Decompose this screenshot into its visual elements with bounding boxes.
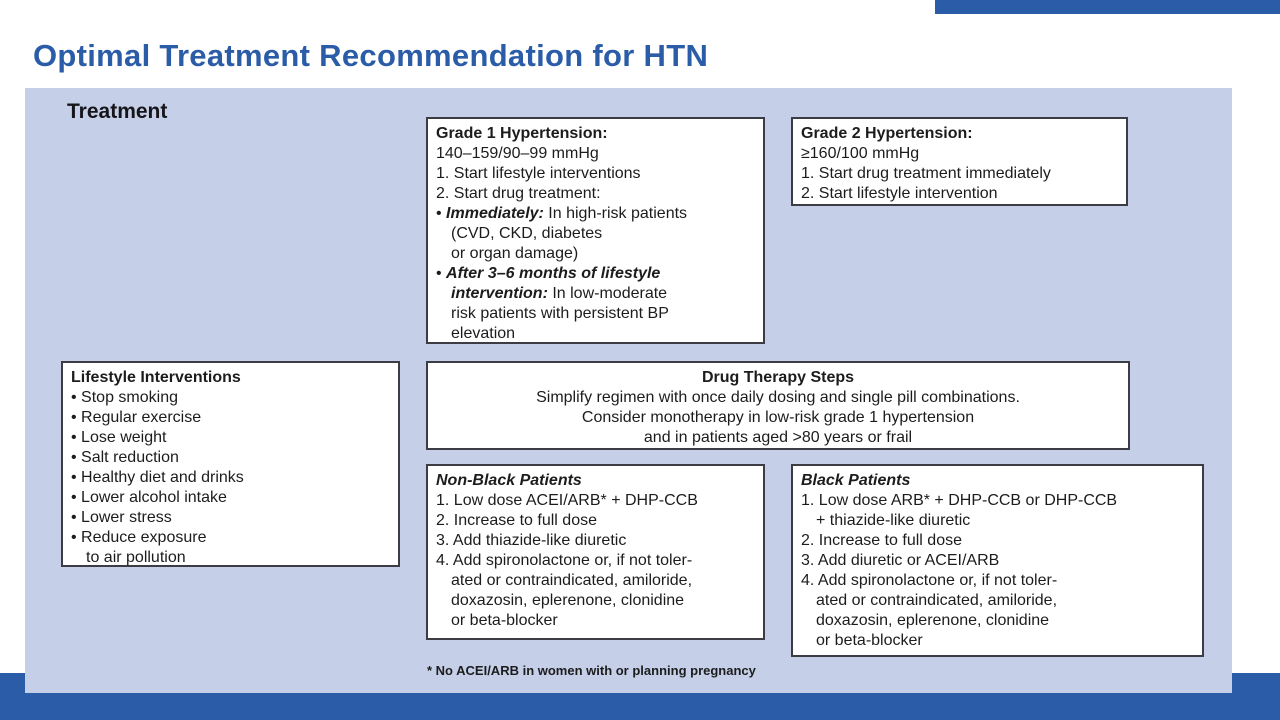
text-line: • Stop smoking <box>71 389 178 406</box>
text-line: (CVD, CKD, diabetes <box>451 225 603 242</box>
text-line: 2. Increase to full dose <box>801 532 962 549</box>
text-line: 2. Start lifestyle intervention <box>801 185 998 202</box>
text-line: 1. Start drug treatment immediately <box>801 165 1051 182</box>
text-line: • Reduce exposure <box>71 529 207 546</box>
text-line: • Lower stress <box>71 509 172 526</box>
text-line: Simplify regimen with once daily dosing and single pill combinations. <box>536 389 1020 406</box>
text-line: and in patients aged >80 years or frail <box>643 429 913 446</box>
text-line: • Lose weight <box>71 429 167 446</box>
text-line: 1. Low dose ARB* + DHP-CCB or DHP-CCB <box>801 492 1118 509</box>
grade1-hypertension-box <box>426 117 765 344</box>
text-line: doxazosin, eplerenone, clonidine <box>451 592 685 609</box>
text-line: 3. Add thiazide-like diuretic <box>436 532 627 549</box>
drug-steps-box-title: Drug Therapy Steps <box>701 369 855 386</box>
text-line: • Salt reduction <box>71 449 179 466</box>
text-line: 4. Add spironolactone or, if not toler- <box>436 552 693 569</box>
text-line: intervention: In low-moderate <box>451 285 668 302</box>
text-line: to air pollution <box>86 549 186 566</box>
non-black-box-lines <box>436 491 755 631</box>
text-line: elevation <box>451 325 516 342</box>
slide-title: Optimal Treatment Recommendation for HTN <box>33 38 709 73</box>
text-line: • After 3–6 months of lifestyle <box>436 265 661 282</box>
text-line: ated or contraindicated, amiloride, <box>451 572 693 589</box>
text-line: or beta-blocker <box>451 612 558 629</box>
grade1-box-title: Grade 1 Hypertension: <box>436 125 608 142</box>
text-line: 1. Start lifestyle interventions <box>436 165 641 182</box>
lifestyle-box-title: Lifestyle Interventions <box>71 369 241 386</box>
text-line: + thiazide-like diuretic <box>816 512 971 529</box>
text-line: 3. Add diuretic or ACEI/ARB <box>801 552 1000 569</box>
lifestyle-box-lines <box>71 388 390 568</box>
drug-therapy-steps-box <box>426 361 1130 450</box>
black-box-title: Black Patients <box>801 472 911 489</box>
text-line: • Lower alcohol intake <box>71 489 227 506</box>
grade2-box-lines <box>801 144 1118 204</box>
grade2-box-title: Grade 2 Hypertension: <box>801 125 973 142</box>
text-line: • Healthy diet and drinks <box>71 469 244 486</box>
text-line: 140–159/90–99 mmHg <box>436 145 599 162</box>
footnote: * No ACEI/ARB in women with or planning pregnancy <box>427 663 756 678</box>
top-right-accent-bar <box>935 0 1280 14</box>
black-box-lines <box>801 491 1194 651</box>
text-line: ated or contraindicated, amiloride, <box>816 592 1058 609</box>
drug-steps-box-lines <box>436 388 1120 448</box>
non-black-box-title: Non-Black Patients <box>436 472 582 489</box>
text-line: Consider monotherapy in low-risk grade 1 hypertension <box>581 409 975 426</box>
text-line: • Immediately: In high-risk patients <box>436 205 688 222</box>
text-line: or organ damage) <box>451 245 579 262</box>
lifestyle-interventions-box <box>61 361 400 567</box>
black-patients-box <box>791 464 1204 657</box>
text-line: 2. Start drug treatment: <box>436 185 601 202</box>
non-black-patients-box <box>426 464 765 640</box>
grade1-box-lines <box>436 144 755 344</box>
text-line: ≥160/100 mmHg <box>801 145 920 162</box>
text-line: 4. Add spironolactone or, if not toler- <box>801 572 1058 589</box>
text-line: doxazosin, eplerenone, clonidine <box>816 612 1050 629</box>
grade2-hypertension-box <box>791 117 1128 206</box>
text-line: 1. Low dose ACEI/ARB* + DHP-CCB <box>436 492 698 509</box>
text-line: risk patients with persistent BP <box>451 305 669 322</box>
text-line: • Regular exercise <box>71 409 202 426</box>
text-line: or beta-blocker <box>816 632 923 649</box>
text-line: 2. Increase to full dose <box>436 512 597 529</box>
section-heading: Treatment <box>67 100 168 123</box>
